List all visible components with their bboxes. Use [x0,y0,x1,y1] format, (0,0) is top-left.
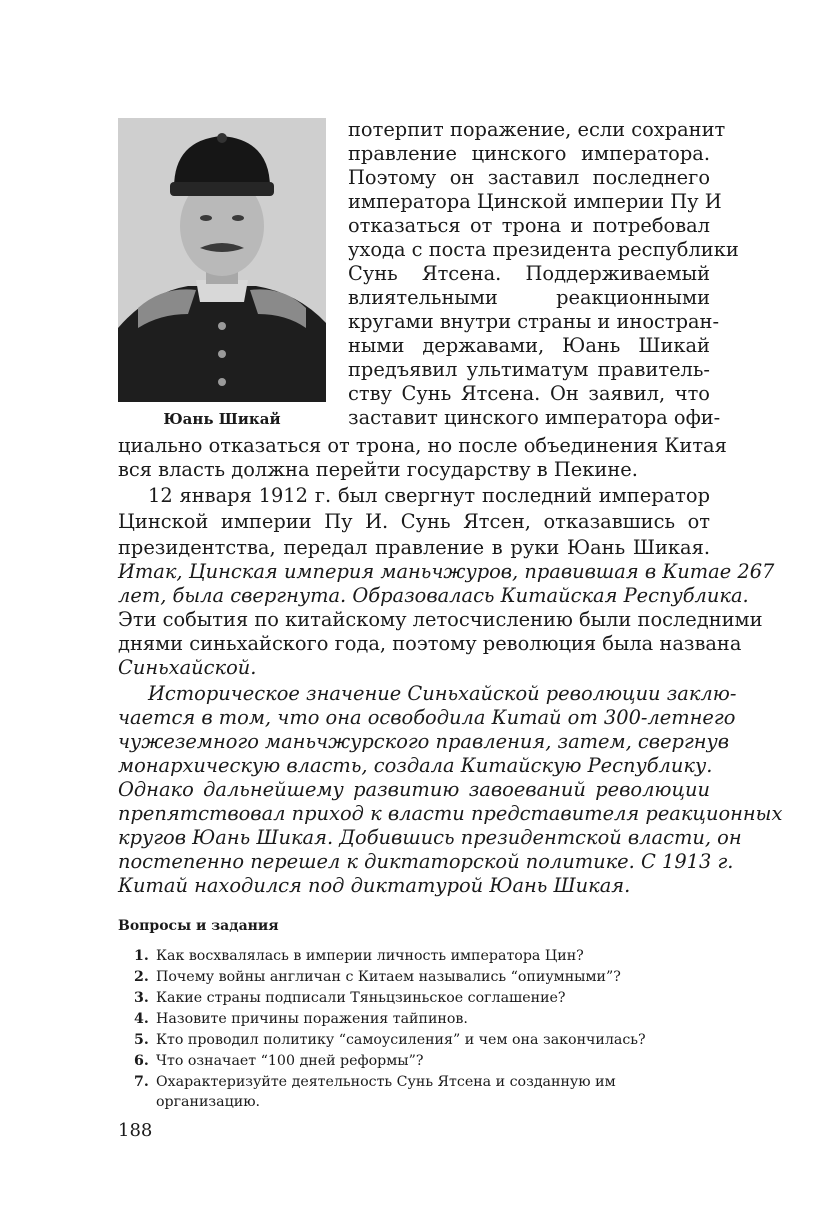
portrait-illustration [118,118,326,402]
question-text: Назовите причины поражения тайпинов. [156,1011,468,1027]
text-line: ухода с поста президента республики [348,238,739,261]
question-number: 2. [134,969,149,985]
text-line: ными державами, Юань Шикай [348,334,710,357]
question-item [134,946,584,966]
question-item [134,1030,646,1050]
text-line-italic: Китай находился под диктатурой Юань Шикая. [118,874,631,897]
page-number: 188 [118,1120,153,1141]
question-number: 5. [134,1032,149,1048]
text-line: вся власть должна перейти государству в Пекине. [118,458,638,481]
question-number: 4. [134,1011,149,1027]
text-line-italic: препятствовал приход к власти представителя реакционных [118,802,783,825]
question-number: 1. [134,948,149,964]
text-line-italic: монархическую власть, создала Китайскую Республику. [118,754,713,777]
question-item [134,1072,616,1092]
text-line: 12 января 1912 г. был свергнут последний император [148,484,710,507]
text-line: заставит цинского императора офи- [348,406,721,429]
text-line-italic: кругов Юань Шикая. Добившись президентской власти, он [118,826,742,849]
text-line: Сунь Ятсена. Поддерживаемый [348,262,710,285]
text-line: правление цинского императора. [348,142,710,165]
question-item [134,1051,423,1071]
question-text: Кто проводил политику “самоусиления” и чем она закончилась? [156,1032,646,1048]
text-line-italic: чужеземного маньчжурского правления, затем, свергнув [118,730,730,753]
text-line: потерпит поражение, если сохранит [348,118,726,141]
question-text: Как восхвалялась в империи личность императора Цин? [156,948,584,964]
photo-caption: Юань Шикай [163,410,281,428]
text-line: кругами внутри страны и иностран- [348,310,720,333]
question-text: Что означает “100 дней реформы”? [156,1053,424,1069]
question-number: 7. [134,1074,149,1090]
text-line: Эти события по китайскому летосчислению были последними [118,608,763,631]
question-text: Какие страны подписали Тяньцзиньское соглашение? [156,990,566,1006]
text-line-italic: Синьхайской. [118,656,257,679]
question-number: 6. [134,1053,149,1069]
question-text-continuation: организацию. [156,1094,261,1110]
questions-heading: Вопросы и задания [118,918,279,934]
text-line: предъявил ультиматум правитель- [348,358,710,381]
text-line: днями синьхайского года, поэтому революция была названа [118,632,742,655]
question-item [134,1009,468,1029]
text-line: президентства, передал правление в руки Юань Шикая. [118,536,710,559]
text-line: ству Сунь Ятсена. Он заявил, что [348,382,710,405]
text-line-italic: Итак, Цинская империя маньчжуров, правившая в Китае 267 [118,560,775,583]
text-line: циально отказаться от трона, но после объединения Китая [118,434,727,457]
question-item [134,988,566,1008]
question-text: Почему войны англичан с Китаем назывались “опиумными”? [156,969,621,985]
question-number: 3. [134,990,149,1006]
text-line-italic: Однако дальнейшему развитию завоеваний революции [118,778,710,801]
question-text: Охарактеризуйте деятельность Сунь Ятсена и созданную им [156,1074,616,1090]
question-item [134,967,621,987]
portrait-photo [118,118,326,402]
text-line: отказаться от трона и потребовал [348,214,710,237]
text-line-italic: Историческое значение Синьхайской революции заклю- [148,682,737,705]
text-line: Цинской империи Пу И. Сунь Ятсен, отказавшись от [118,510,710,533]
text-line-italic: лет, была свергнута. Образовалась Китайская Республика. [118,584,749,607]
text-line: императора Цинской империи Пу И [348,190,722,213]
text-line-italic: постепенно перешел к диктаторской политике. С 1913 г. [118,850,734,873]
text-line: влиятельными реакционными [348,286,710,309]
text-line-italic: чается в том, что она освободила Китай от 300-летнего [118,706,736,729]
text-line: Поэтому он заставил последнего [348,166,710,189]
